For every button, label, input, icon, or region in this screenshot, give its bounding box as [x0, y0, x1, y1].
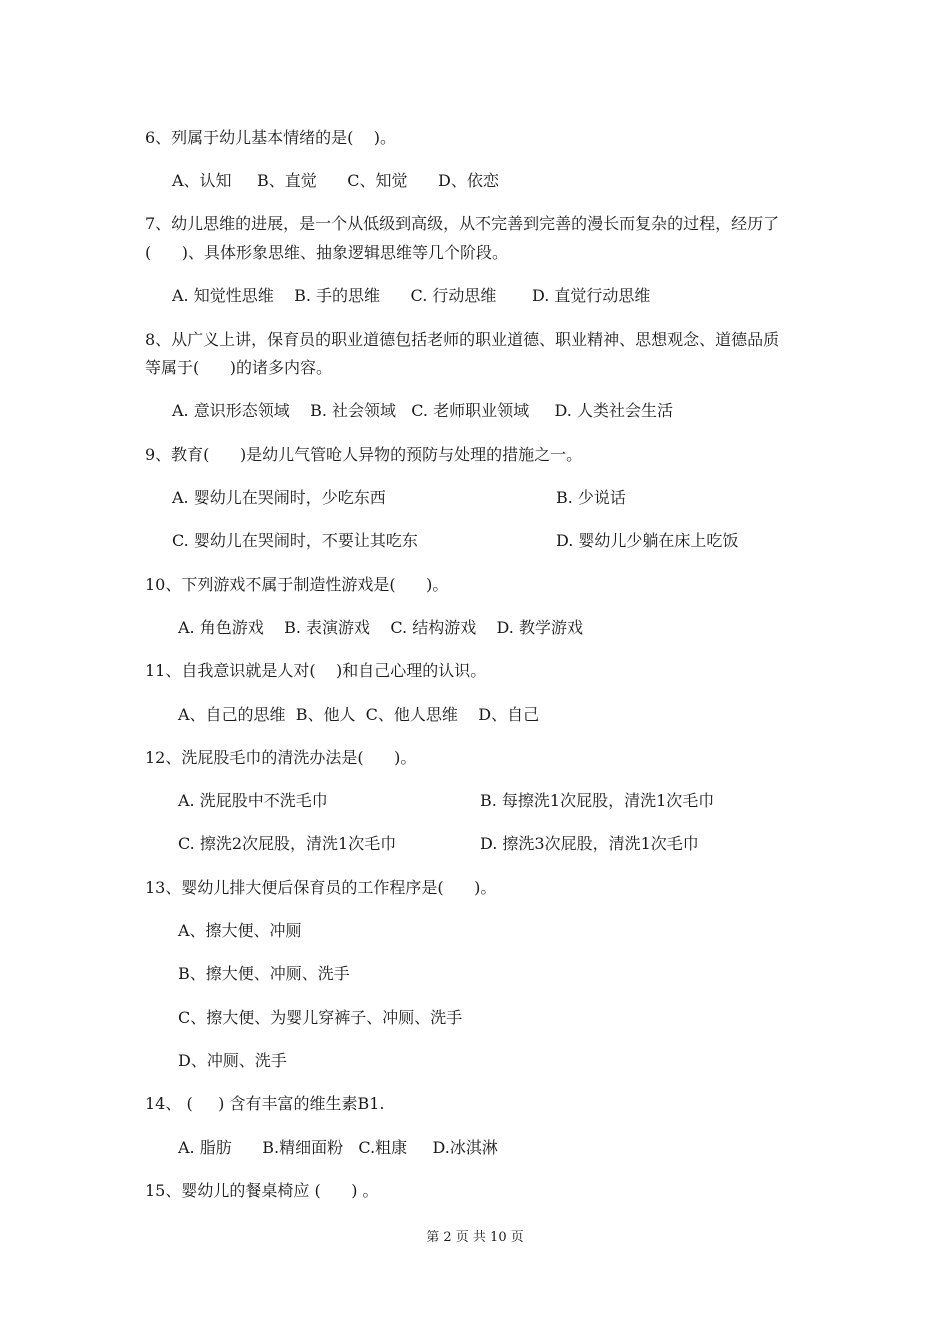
question-9-option-a: A. 婴幼儿在哭闹时，少吃东西	[172, 488, 386, 507]
question-10-stem: 10、下列游戏不属于制造性游戏是( )。	[145, 575, 449, 594]
question-10-options: A. 角色游戏 B. 表演游戏 C. 结构游戏 D. 教学游戏	[178, 618, 583, 637]
question-13-stem: 13、婴幼儿排大便后保育员的工作程序是( )。	[145, 878, 497, 897]
question-7-options: A. 知觉性思维 B. 手的思维 C. 行动思维 D. 直觉行动思维	[172, 286, 651, 305]
question-9-option-b: B. 少说话	[556, 488, 626, 507]
question-12-option-d: D. 擦洗3次屁股，清洗1次毛巾	[480, 834, 699, 853]
question-9-option-c: C. 婴幼儿在哭闹时，不要让其吃东	[172, 531, 418, 550]
question-7-stem-line-1: 7、幼儿思维的进展，是一个从低级到高级，从不完善到完善的漫长而复杂的过程，经历了	[145, 214, 780, 233]
question-9-stem: 9、教育( )是幼儿气管呛人异物的预防与处理的措施之一。	[145, 445, 583, 464]
question-6-options: A、认知 B、直觉 C、知觉 D、依恋	[172, 171, 499, 190]
question-6-stem: 6、列属于幼儿基本情绪的是( )。	[145, 128, 397, 147]
page-number-footer: 第 2 页 共 10 页	[426, 1230, 524, 1245]
question-11-options: A、自己的思维 B、他人 C、他人思维 D、自己	[178, 705, 540, 724]
question-13-option-a: A、擦大便、冲厕	[178, 921, 302, 940]
question-8-stem-line-2: 等属于( )的诸多内容。	[145, 358, 333, 377]
question-8-options: A. 意识形态领域 B. 社会领域 C. 老师职业领域 D. 人类社会生活	[172, 401, 673, 420]
question-12-option-b: B. 每擦洗1次屁股，清洗1次毛巾	[480, 791, 715, 810]
question-14-options: A. 脂肪 B.精细面粉 C.粗康 D.冰淇淋	[178, 1138, 498, 1157]
question-13-option-b: B、擦大便、冲厕、洗手	[178, 964, 350, 983]
question-11-stem: 11、自我意识就是人对( )和自己心理的认识。	[145, 661, 487, 680]
question-12-option-a: A. 洗屁股中不洗毛巾	[178, 791, 328, 810]
question-9-option-d: D. 婴幼儿少躺在床上吃饭	[556, 531, 739, 550]
question-8-stem-line-1: 8、从广义上讲，保育员的职业道德包括老师的职业道德、职业精神、思想观念、道德品质	[145, 330, 780, 349]
question-7-stem-line-2: ( )、具体形象思维、抽象逻辑思维等几个阶段。	[145, 243, 509, 262]
question-14-stem: 14、 ( ) 含有丰富的维生素B1.	[145, 1094, 385, 1113]
question-12-stem: 12、洗屁股毛巾的清洗办法是( )。	[145, 748, 417, 767]
question-13-option-d: D、冲厕、洗手	[178, 1051, 287, 1070]
question-13-option-c: C、擦大便、为婴儿穿裤子、冲厕、洗手	[178, 1008, 463, 1027]
question-12-option-c: C. 擦洗2次屁股，清洗1次毛巾	[178, 834, 397, 853]
question-15-stem: 15、婴幼儿的餐桌椅应 ( ) 。	[145, 1181, 379, 1200]
